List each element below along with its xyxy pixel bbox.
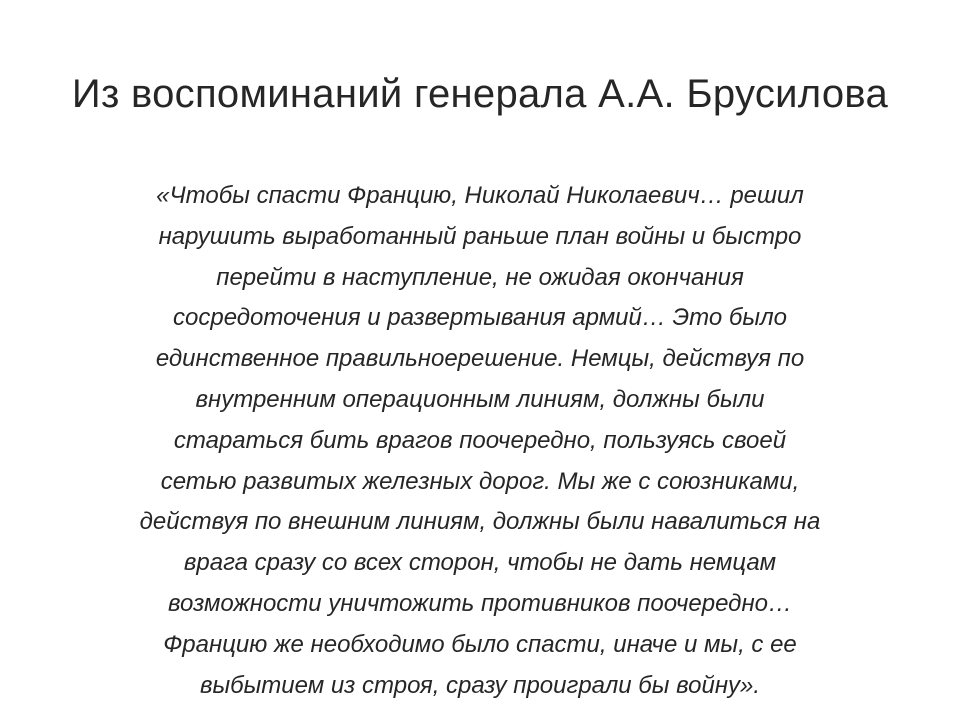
quote-text: [0, 176, 960, 706]
quote-line: «Чтобы спасти Францию, Николай Николаевич… решил: [156, 182, 804, 209]
quote-line: единственное правильноерешение. Немцы, действуя по: [155, 345, 805, 373]
quote-line: Францию же необходимо было спасти, иначе и мы, с ее: [163, 630, 797, 658]
quote-line: возможности уничтожить противников поочередно…: [167, 589, 792, 617]
quote-line: внутренним операционным линиям, должны были: [195, 385, 765, 413]
quote-line: сосредоточения и развертывания армий… Это было: [173, 304, 787, 332]
quote-line: нарушить выработанный раньше план войны и быстро: [158, 222, 802, 250]
quote-line: перейти в наступление, не ожидая окончания: [216, 263, 744, 291]
quote-line: врага сразу со всех сторон, чтобы не дать немцам: [183, 549, 777, 577]
quote-line: стараться бить врагов поочередно, пользуясь своей: [173, 426, 787, 454]
slide-title: Из воспоминаний генерала А.А. Брусилова: [71, 72, 889, 116]
quote-line: действуя по внешним линиям, должны были навалиться на: [139, 508, 821, 536]
quote-line: сетью развитых железных дорог. Мы же с союзниками,: [160, 467, 800, 495]
quote-line: выбытием из строя, сразу проиграли бы войну».: [199, 671, 761, 699]
